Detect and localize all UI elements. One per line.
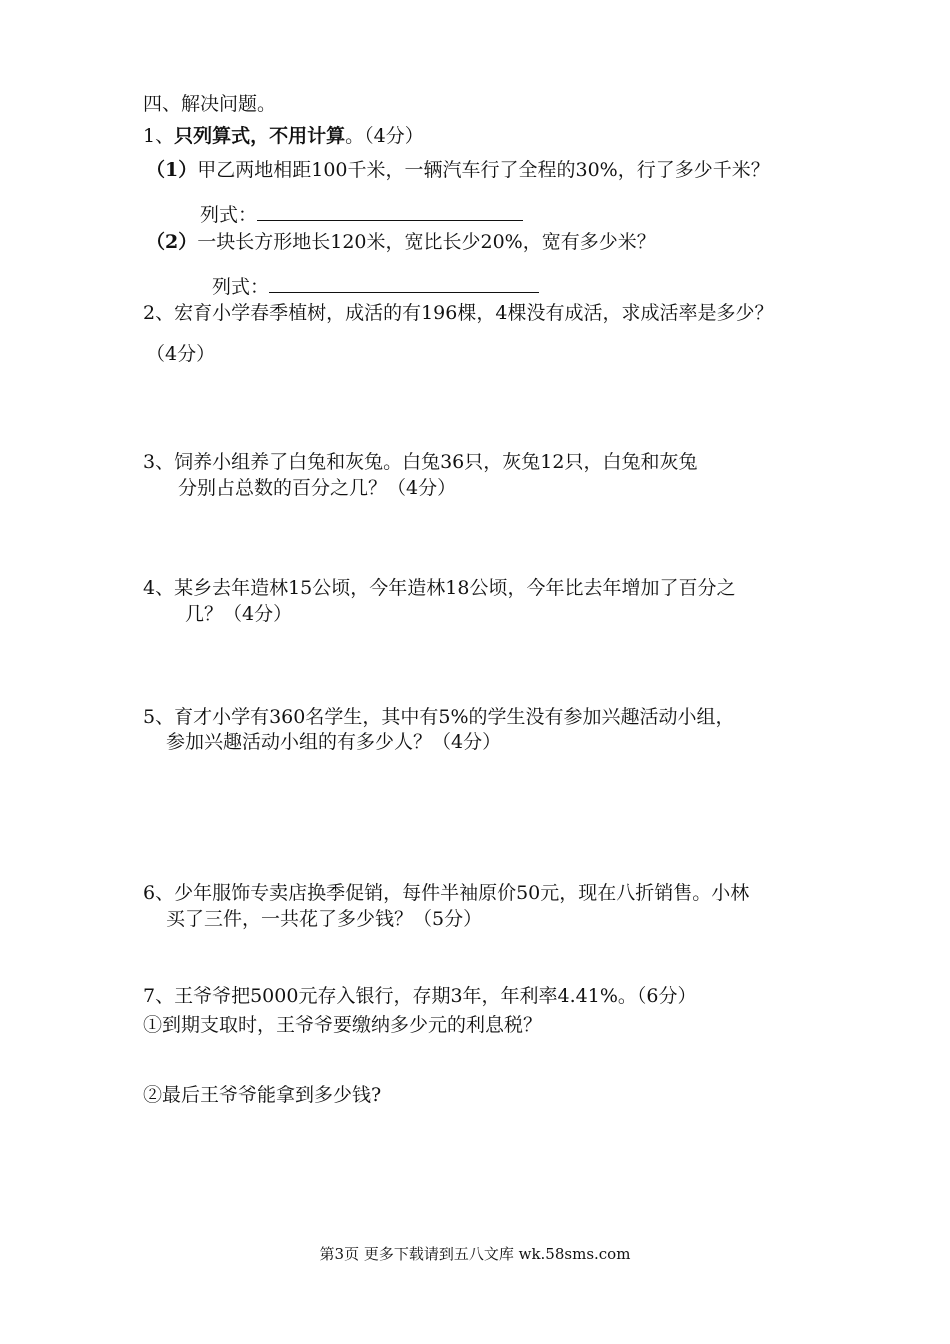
- question-1-sub-2: [146, 229, 656, 255]
- question-2-line-2: （4分）: [146, 343, 216, 365]
- question-1-sub-1-answer: [200, 200, 523, 228]
- sub-question-text: 一块长方形地长120米，宽比长少20%，宽有多少米？: [197, 231, 656, 253]
- page-footer: 第3页 更多下载请到五八文库 wk.58sms.com: [319, 1245, 631, 1263]
- question-7-sub-2: ②最后王爷爷能拿到多少钱?: [143, 1084, 382, 1106]
- answer-blank[interactable]: [257, 200, 523, 221]
- answer-label: 列式：: [212, 276, 270, 298]
- question-1-number: 1、: [143, 125, 175, 147]
- question-3-line-1: 3、饲养小组养了白兔和灰兔。白兔36只，灰兔12只，白兔和灰兔: [143, 451, 698, 473]
- sub-question-text: 甲乙两地相距100千米，一辆汽车行了全程的30%，行了多少千米？: [197, 159, 770, 181]
- sub-question-number: （1）: [146, 159, 198, 181]
- question-1: [143, 123, 424, 149]
- question-7-sub-1: ①到期支取时，王爷爷要缴纳多少元的利息税？: [143, 1014, 543, 1036]
- sub-question-number: （2）: [146, 231, 198, 253]
- question-1-points: 。（4分）: [345, 125, 424, 147]
- question-4-line-1: 4、某乡去年造林15公顷，今年造林18公顷，今年比去年增加了百分之: [143, 577, 736, 599]
- question-4-line-2: 几？（4分）: [185, 603, 293, 625]
- question-5-line-1: 5、育才小学有360名学生，其中有5%的学生没有参加兴趣活动小组，: [143, 706, 735, 728]
- question-1-sub-1: [146, 157, 770, 183]
- section-title: 四、解决问题。: [143, 93, 277, 115]
- question-6-line-2: 买了三件，一共花了多少钱？（5分）: [166, 908, 483, 930]
- question-3-line-2: 分别占总数的百分之几？（4分）: [178, 477, 457, 499]
- question-7-line-1: 7、王爷爷把5000元存入银行，存期3年，年利率4.41%。（6分）: [143, 985, 697, 1007]
- question-1-instruction: 只列算式，不用计算: [174, 125, 346, 147]
- question-2-line-1: 2、宏育小学春季植树，成活的有196棵，4棵没有成活，求成活率是多少？: [143, 302, 774, 324]
- question-1-sub-2-answer: [212, 272, 539, 300]
- answer-blank[interactable]: [269, 272, 539, 293]
- question-6-line-1: 6、少年服饰专卖店换季促销，每件半袖原价50元，现在八折销售。小林: [143, 882, 750, 904]
- answer-label: 列式：: [200, 204, 258, 226]
- question-5-line-2: 参加兴趣活动小组的有多少人？（4分）: [166, 731, 502, 753]
